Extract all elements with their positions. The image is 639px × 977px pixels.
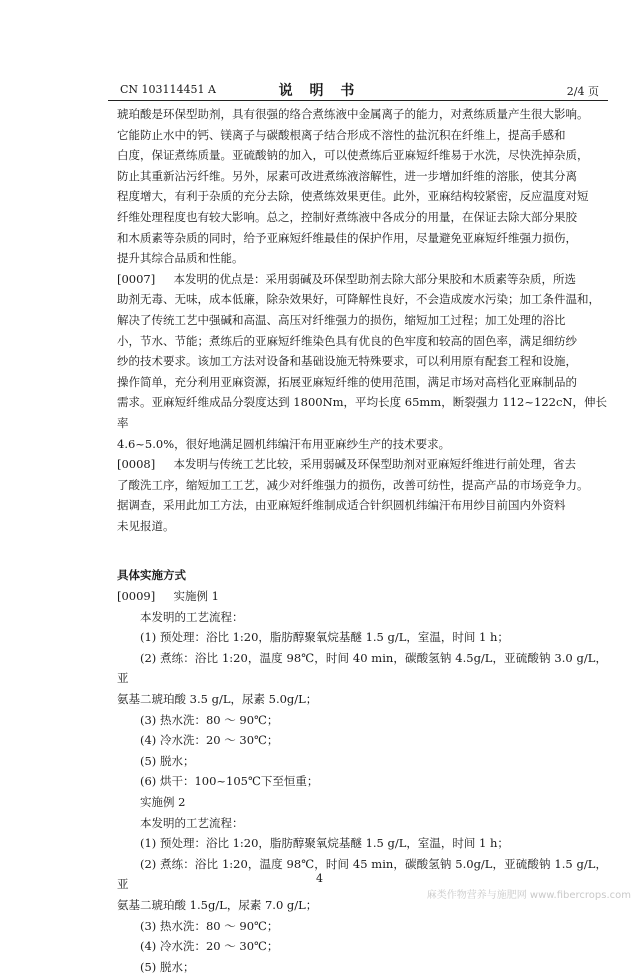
process-flow-label: 本发明的工艺流程：: [140, 815, 244, 830]
text-line: 防止其重新沾污纤维。另外，尿素可改进煮练液溶解性，进一步增加纤维的溶胀，使其分离: [117, 168, 577, 183]
step-drying: (6) 烘干：100~105℃下至恒重；: [140, 774, 319, 789]
paragraph-tag: [0009]: [117, 589, 156, 604]
section-gap: [117, 536, 607, 565]
header-rule: [108, 100, 608, 101]
text-line: 了酸洗工序，缩短加工工艺，减少对纤维强力的损伤，改善可纺性，提高产品的市场竞争力。: [117, 477, 589, 492]
text-line: 据调查，采用此加工方法，由亚麻短纤维制成适合针织圆机纬编汗布用纱目前国内外资料: [117, 498, 566, 513]
text-line: 解决了传统工艺中强碱和高温、高压对纤维强力的损伤，缩短加工过程；加工处理的浴比: [117, 312, 566, 327]
page-number: 4: [316, 872, 323, 885]
example-2-title: 实施例 2: [140, 795, 186, 809]
page-indicator: 2/4 页: [566, 85, 599, 98]
step-hot-wash: (3) 热水洗：80 ～ 90℃；: [140, 918, 279, 933]
step-dewater: (5) 脱水；: [140, 753, 195, 768]
text-line: 操作简单，充分利用亚麻资源，拓展亚麻短纤维的使用范围，满足市场对高档化亚麻制品的: [117, 374, 577, 389]
text-line: 助剂无毒、无味，成本低廉，除杂效果好，可降解性良好，不会造成废水污染；加工条件温和，: [117, 292, 600, 307]
step-dewater: (5) 脱水；: [140, 959, 195, 974]
step-scouring-continued: 氨基二琥珀酸 1.5g/L，尿素 7.0 g/L；: [117, 897, 318, 912]
text-line: 它能防止水中的钙、镁离子与碳酸根离子结合形成不溶性的盐沉积在纤维上，提高手感和: [117, 127, 566, 142]
intro-paragraph: [117, 104, 607, 269]
text-line: 和木质素等杂质的同时，给予亚麻短纤维最佳的保护作用，尽量避免亚麻短纤维强力损伤，: [117, 230, 577, 245]
step-cold-wash: (4) 冷水洗：20 ～ 30℃；: [140, 939, 279, 954]
step-pretreatment: (1) 预处理：浴比 1:20，脂肪醇聚氧烷基醚 1.5 g/L，室温，时间 1 h；: [140, 836, 509, 851]
document-body: [117, 104, 607, 977]
text-line: 琥珀酸是环保型助剂，具有很强的络合煮练液中金属离子的能力，对煮练质量产生很大影响。: [117, 107, 589, 121]
text-line: 未见报道。: [117, 518, 175, 533]
text-line: 提升其综合品质和性能。: [117, 251, 244, 266]
text-line: 白度，保证煮练质量。亚硫酸钠的加入，可以使煮练后亚麻短纤维易于水洗，尽快洗掉杂质，: [117, 148, 589, 163]
step-cold-wash: (4) 冷水洗：20 ～ 30℃；: [140, 733, 279, 748]
text-line: 纤维处理程度也有较大影响。总之，控制好煮练液中各成分的用量，在保证去除大部分果胶: [117, 209, 577, 224]
text-line: 本发明的优点是：采用弱碱及环保型助剂去除大部分果胶和木质素等杂质，所选: [173, 271, 577, 286]
step-scouring-continued: 氨基二琥珀酸 3.5 g/L，尿素 5.0g/L；: [117, 692, 318, 707]
text-line: 本发明与传统工艺比较，采用弱碱及环保型助剂对亚麻短纤维进行前处理，省去: [173, 457, 577, 472]
example-1-title: 实施例 1: [173, 589, 220, 604]
process-flow-label: 本发明的工艺流程：: [140, 609, 244, 624]
document-title: 说 明 书: [278, 83, 361, 99]
page-header: [0, 80, 639, 100]
paragraph-0009: [117, 586, 607, 607]
paragraph-tag: [0008]: [117, 457, 156, 472]
step-pretreatment: (1) 预处理：浴比 1:20，脂肪醇聚氧烷基醚 1.5 g/L，室温，时间 1 h；: [140, 630, 509, 645]
step-scouring: (2) 煮练：浴比 1:20，温度 98℃，时间 40 min，碳酸氢钠 4.5g/L，亚硫酸钠 3.0 g/L，亚: [117, 650, 607, 686]
section-title: 具体实施方式: [117, 568, 186, 583]
paragraph-tag: [0007]: [117, 271, 156, 286]
paragraph-0007: [117, 269, 607, 454]
step-scouring: (2) 煮练：浴比 1:20，温度 98℃，时间 45 min，碳酸氢钠 5.0g/L，亚硫酸钠 1.5 g/L，亚: [117, 856, 607, 892]
text-line: 4.6~5.0%，很好地满足圆机纬编汗布用亚麻纱生产的技术要求。: [117, 436, 451, 451]
text-line: 程度增大，有利于杂质的充分去除，使煮练效果更佳。此外，亚麻结构较紧密，反应温度对短: [117, 189, 589, 204]
watermark: 麻类作物营养与施肥网 www.fibercrops.com: [426, 890, 631, 901]
patent-number: CN 103114451 A: [120, 83, 216, 96]
text-line: 需求。亚麻短纤维成品分裂度达到 1800Nm，平均长度 65mm，断裂强力 112~122cN，伸长率: [117, 395, 607, 430]
text-line: 纱的技术要求。该加工方法对设备和基础设施无特殊要求，可以利用原有配套工程和设施，: [117, 354, 577, 369]
text-line: 小，节水、节能；煮练后的亚麻短纤维染色具有优良的色牢度和较高的固色率，满足细纺纱: [117, 333, 577, 348]
paragraph-0008: [117, 454, 607, 536]
step-hot-wash: (3) 热水洗：80 ～ 90℃；: [140, 712, 279, 727]
